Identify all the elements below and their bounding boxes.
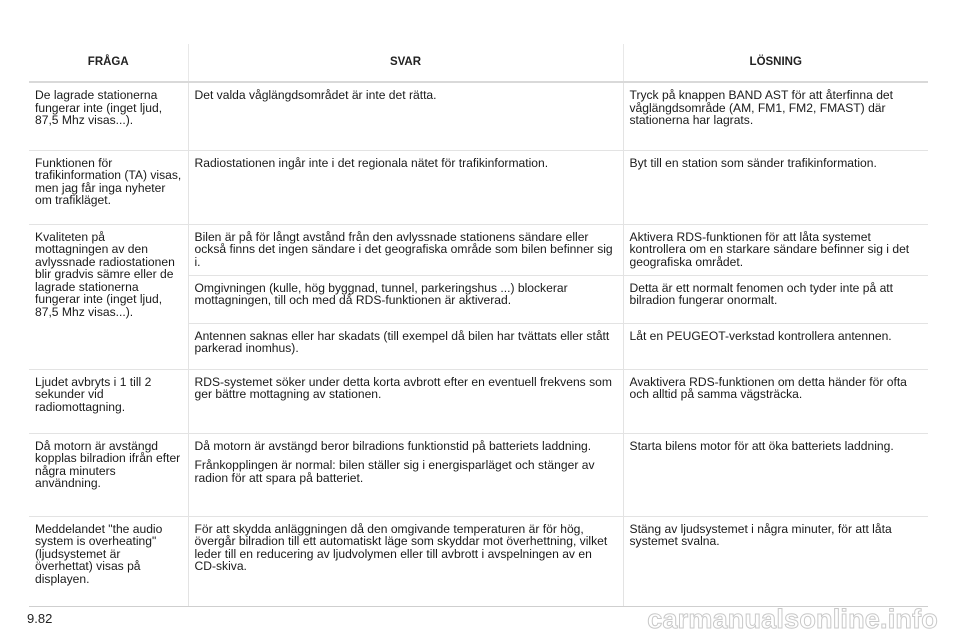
- answer-text: Antennen saknas eller har skadats (till exempel då bilen har tvättats eller stått parkerad inomhus).: [194, 328, 610, 356]
- question-cell: Ljudet avbryts i 1 till 2 sekunder vid radiomottagning.: [29, 369, 188, 433]
- answer-text: Frånkopplingen är normal: bilen ställer sig i energisparläget och stänger av radion för att spara på batteriet.: [194, 458, 595, 485]
- answer-text: Bilen är på för långt avstånd från den avlyssnade stationens sändare eller också finns det ingen sändare i det geografiska område som bilen befinner sig i.: [194, 229, 613, 269]
- answer-cell: [188, 82, 623, 150]
- header-question: FRÅGA: [29, 44, 188, 82]
- question-cell: Meddelandet "the audio system is overheating" (ljudsystemet är överhettat) visas på displayen.: [29, 516, 188, 607]
- answer-cell: [188, 369, 623, 433]
- question-cell: De lagrade stationerna fungerar inte (inget ljud, 87,5 Mhz visas...).: [29, 82, 188, 150]
- solution-cell: Starta bilens motor för att öka batteriets laddning.: [623, 433, 928, 516]
- table-row: [29, 516, 928, 607]
- solution-cell: Låt en PEUGEOT-verkstad kontrollera antennen.: [623, 323, 928, 369]
- solution-cell: Detta är ett normalt fenomen och tyder inte på att bilradion fungerar onormalt.: [623, 275, 928, 323]
- solution-cell: Stäng av ljudsystemet i några minuter, för att låta systemet svalna.: [623, 516, 928, 607]
- header-answer: SVAR: [188, 44, 623, 82]
- solution-cell: Tryck på knappen BAND AST för att återfinna det våglängdsområde (AM, FM1, FM2, FMAST) där stationerna har lagrats.: [623, 82, 928, 150]
- question-cell: Då motorn är avstängd kopplas bilradion ifrån efter några minuters användning.: [29, 433, 188, 516]
- table-row: [29, 150, 928, 224]
- answer-text: För att skydda anläggningen då den omgivande temperaturen är för hög, övergår bilradion till ett automatiskt läge som skyddar mot överhettning, vilket leder till en reducering av ljudvolymen eller till avbrott i avspelningen av en CD-skiva.: [194, 521, 608, 574]
- troubleshooting-table: [29, 44, 928, 607]
- answer-cell: [188, 150, 623, 224]
- answer-text: Omgivningen (kulle, hög byggnad, tunnel, parkeringshus ...) blockerar mottagningen, till och med då RDS-funktionen är aktiverad.: [194, 280, 568, 308]
- table-row: [29, 82, 928, 150]
- answer-cell: [188, 275, 623, 323]
- question-cell: Funktionen för trafikinformation (TA) visas, men jag får inga nyheter om trafikläget.: [29, 150, 188, 224]
- question-cell: Kvaliteten på mottagningen av den avlyssnade radiostationen blir gradvis sämre eller de lagrade stationerna fungerar inte (inget ljud, 87,5 Mhz visas...).: [29, 224, 188, 369]
- page-number: 9.82: [27, 611, 53, 626]
- answer-cell: [188, 224, 623, 275]
- table-row: [29, 369, 928, 433]
- solution-cell: Avaktivera RDS-funktionen om detta händer för ofta och alltid på samma vägsträcka.: [623, 369, 928, 433]
- solution-cell: Byt till en station som sänder trafikinformation.: [623, 150, 928, 224]
- answer-cell: [188, 323, 623, 369]
- answer-text: RDS-systemet söker under detta korta avbrott efter en eventuell frekvens som ger bättre mottagning av stationen.: [194, 374, 612, 402]
- header-solution: LÖSNING: [623, 44, 928, 82]
- table-row: [29, 224, 928, 275]
- answer-text: Då motorn är avstängd beror bilradions funktionstid på batteriets laddning.: [194, 438, 592, 453]
- answer-text: Det valda våglängdsområdet är inte det rätta.: [194, 88, 437, 102]
- table-row: [29, 433, 928, 516]
- answer-cell: [188, 516, 623, 607]
- header-row: [29, 44, 928, 82]
- answer-text: Radiostationen ingår inte i det regionala nätet för trafikinformation.: [194, 155, 549, 170]
- solution-cell: Aktivera RDS-funktionen för att låta systemet kontrollera om en starkare sändare befinner sig i det geografiska området.: [623, 224, 928, 275]
- answer-cell: [188, 433, 623, 516]
- watermark: carmanualsonline.info: [647, 604, 938, 634]
